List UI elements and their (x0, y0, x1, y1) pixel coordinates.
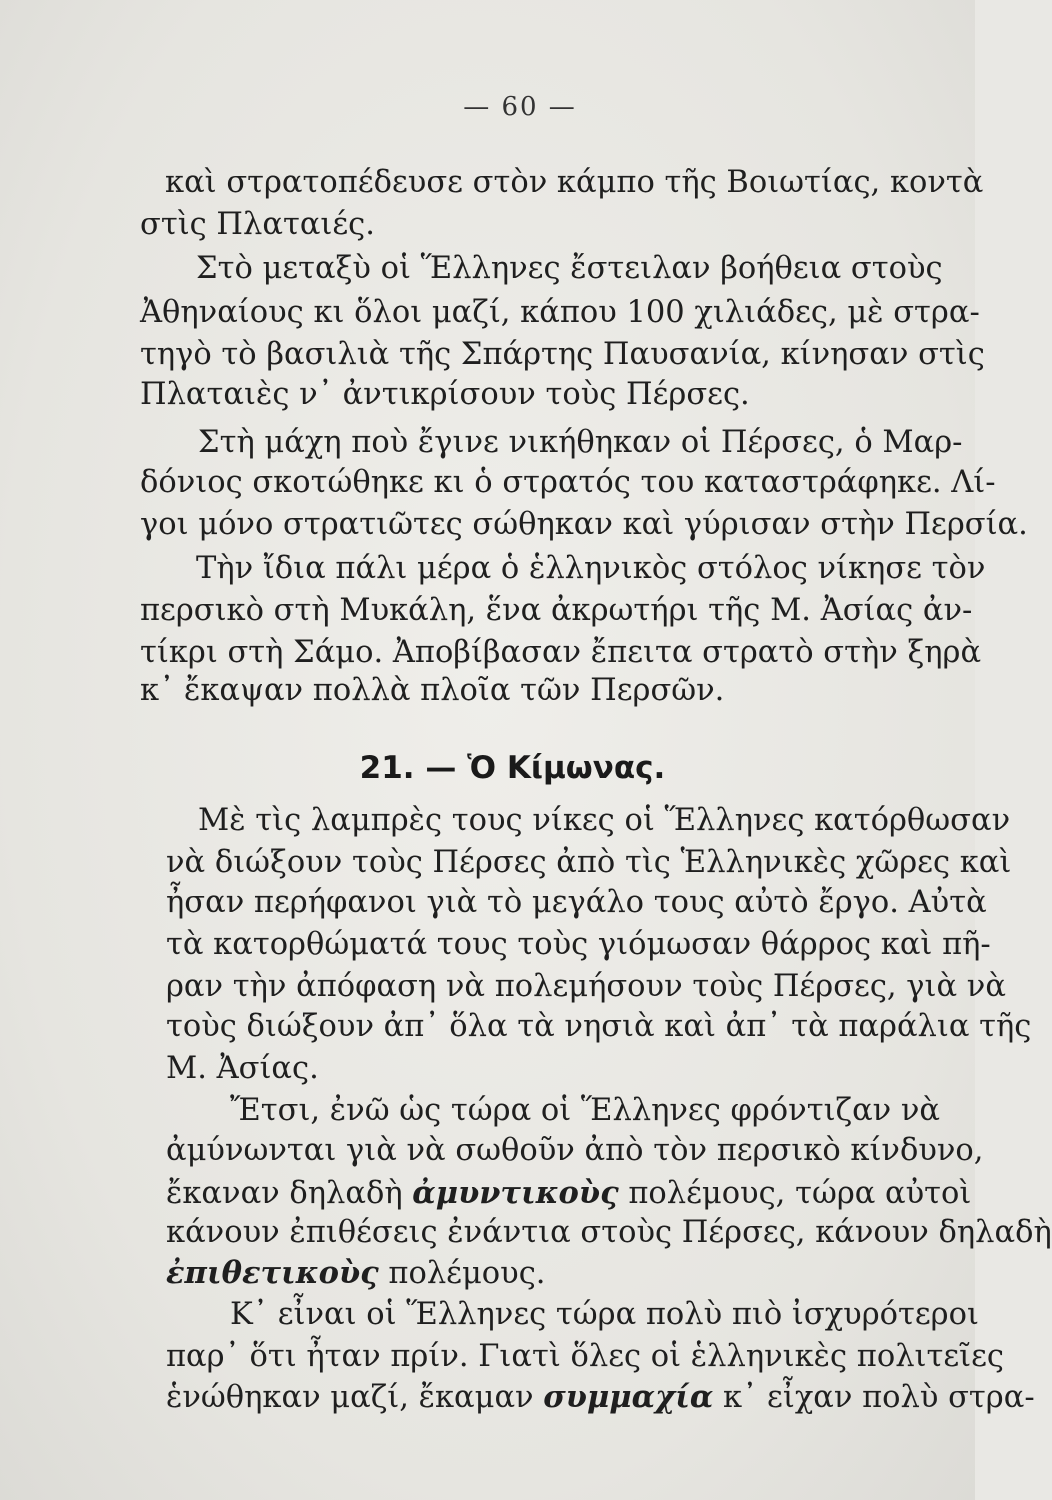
text-line: τοὺς διώξουν ἀπ᾽ ὅλα τὰ νησιὰ καὶ ἀπ᾽ τὰ παράλια τῆς (166, 1009, 1032, 1044)
text-line: ραν τὴν ἀπόφαση νὰ πολεμήσουν τοὺς Πέρσες, γιὰ νὰ (166, 969, 1006, 1004)
text-line: δόνιος σκοτώθηκε κι ὁ στρατός του καταστράφηκε. Λί- (140, 465, 996, 500)
text-line: ἔκαναν δηλαδὴ ἀμυντικοὺς πολέμους, τώρα αὐτοὶ (166, 1175, 972, 1211)
text-line: ἑνώθηκαν μαζί, ἔκαμαν συμμαχία κ᾽ εἶχαν πολὺ στρα- (166, 1379, 1035, 1415)
text-line: γοι μόνο στρατιῶτες σώθηκαν καὶ γύρισαν στὴν Περσία. (140, 507, 1028, 542)
emphasized-term: ἐπιθετικοὺς (166, 1255, 379, 1291)
text-line: τηγὸ τὸ βασιλιὰ τῆς Σπάρτης Παυσανία, κίνησαν στὶς (140, 337, 985, 372)
text-line: Στὸ μεταξὺ οἱ Ἕλληνες ἔστειλαν βοήθεια στοὺς (196, 251, 943, 286)
text-line: Κ᾽ εἶναι οἱ Ἕλληνες τώρα πολὺ πιὸ ἰσχυρότεροι (230, 1297, 979, 1332)
emphasized-term: ἀμυντικοὺς (412, 1175, 619, 1211)
text-line: στὶς Πλαταιές. (140, 207, 375, 242)
text-line: νὰ διώξουν τοὺς Πέρσες ἀπὸ τὶς Ἑλληνικὲς χῶρες καὶ (166, 845, 1012, 880)
text-line: καὶ στρατοπέδευσε στὸν κάμπο τῆς Βοιωτίας, κοντὰ (165, 165, 984, 200)
text-line: κάνουν ἐπιθέσεις ἐνάντια στοὺς Πέρσες, κάνουν δηλαδὴ (166, 1215, 1052, 1250)
text-line: Στὴ μάχη ποὺ ἔγινε νικήθηκαν οἱ Πέρσες, ὁ Μαρ- (198, 425, 963, 460)
section-heading: 21. — Ὁ Κίμωνας. (359, 750, 666, 786)
text-line: ἦσαν περήφανοι γιὰ τὸ μεγάλο τους αὐτὸ ἔργο. Αὐτὰ (166, 885, 987, 920)
text-line: Ἔτσι, ἐνῶ ὡς τώρα οἱ Ἕλληνες φρόντιζαν νὰ (230, 1093, 941, 1128)
text-line: κ᾽ ἔκαψαν πολλὰ πλοῖα τῶν Περσῶν. (140, 673, 725, 708)
text-line: τὰ κατορθώματά τους τοὺς γιόμωσαν θάρρος καὶ πῆ- (166, 927, 991, 962)
text-line: ἀμύνωνται γιὰ νὰ σωθοῦν ἀπὸ τὸν περσικὸ κίνδυνο, (166, 1133, 984, 1168)
text-line: τίκρι στὴ Σάμο. Ἀποβίβασαν ἔπειτα στρατὸ στὴν ξηρὰ (140, 635, 982, 670)
page-number: — 60 — (463, 92, 577, 122)
text-line: παρ᾽ ὅτι ἦταν πρίν. Γιατὶ ὅλες οἱ ἑλληνικὲς πολιτεῖες (166, 1339, 1005, 1374)
text-line: Μ. Ἀσίας. (166, 1051, 319, 1086)
text-line: Τὴν ἴδια πάλι μέρα ὁ ἑλληνικὸς στόλος νίκησε τὸν (196, 551, 986, 586)
emphasized-term: συμμαχία (543, 1379, 714, 1415)
text-line: ἐπιθετικοὺς πολέμους. (166, 1255, 546, 1291)
text-line: Μὲ τὶς λαμπρὲς τους νίκες οἱ Ἕλληνες κατόρθωσαν (198, 803, 1011, 838)
text-line: Πλαταιὲς ν᾽ ἀντικρίσουν τοὺς Πέρσες. (140, 377, 750, 412)
text-line: περσικὸ στὴ Μυκάλη, ἕνα ἀκρωτήρι τῆς Μ. Ἀσίας ἀν- (140, 593, 973, 628)
text-line: Ἀθηναίους κι ὅλοι μαζί, κάπου 100 χιλιάδες, μὲ στρα- (140, 295, 980, 330)
